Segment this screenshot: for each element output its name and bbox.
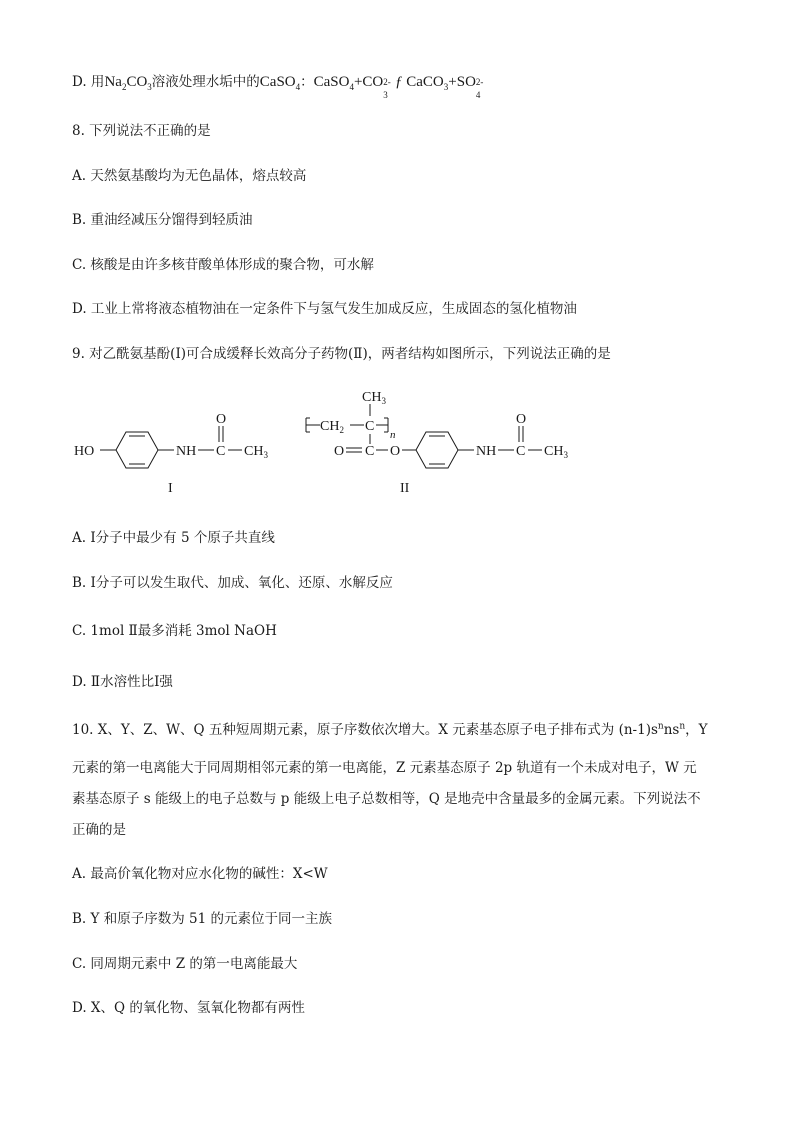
mol2-c3: C	[516, 444, 526, 459]
mol2-o-double: O	[334, 444, 345, 459]
q7d-reagent: $Na_2CO_3$	[104, 74, 152, 92]
q8-option-a: A. 天然氨基酸均为无色晶体，熔点较高	[72, 168, 307, 184]
mol2-c2: C	[365, 444, 375, 459]
q10-option-d: D. X、Q 的氧化物、氢氧化物都有两性	[72, 1000, 305, 1016]
q8-stem: 8. 下列说法不正确的是	[72, 123, 211, 139]
q9-structures-svg	[70, 380, 590, 500]
molecule-ii	[306, 390, 568, 496]
q7d-middle: 溶液处理水垢中的	[151, 74, 260, 90]
q10-stem-line2: 元素的第一电离能大于同周期相邻元素的第一电离能，Z 元素基态原子 2p 轨道有一个未成对电子，W 元	[72, 760, 697, 776]
mol1-ch3: $CH_3$	[244, 444, 268, 460]
q7d-target: CaSO$_4$	[259, 74, 301, 92]
mol1-o: O	[216, 412, 227, 427]
q9-stem: 9. 对乙酰氨基酚(Ⅰ)可合成缓释长效高分子药物(Ⅱ)，两者结构如图所示，下列说法正确的是	[72, 346, 611, 362]
mol2-ch3-top: $CH_3$	[362, 390, 386, 406]
mol2-benzene-ring	[416, 432, 458, 468]
mol2-n: n	[390, 429, 396, 441]
mol1-benzene-ring	[116, 432, 158, 468]
q10-option-c: C. 同周期元素中 Z 的第一电离能最大	[72, 956, 298, 972]
q10-stem-line4: 正确的是	[72, 822, 126, 838]
mol2-ch3: $CH_3$	[544, 444, 568, 460]
molecule-i	[74, 412, 268, 496]
q7d-equation: CaSO$_4$+CO 2- 3 ƒ CaCO$_3$+SO 2- 4	[313, 74, 484, 100]
q10-option-b: B. Y 和原子序数为 51 的元素位于同一主族	[72, 911, 332, 927]
q9-structure-figure	[70, 380, 590, 500]
q10-stem-line1: 10. X、Y、Z、W、Q 五种短周期元素，原子序数依次增大。X 元素基态原子电子排布式为 $(n-1)s^nns^n$，Y	[72, 721, 708, 738]
q10-option-a: A. 最高价氧化物对应水化物的碱性：X<W	[72, 866, 328, 882]
q7d-colon: ：	[300, 74, 314, 90]
q8-option-d: D. 工业上常将液态植物油在一定条件下与氢气发生加成反应，生成固态的氢化植物油	[72, 301, 577, 317]
q9-option-a: A. Ⅰ分子中最少有 5 个原子共直线	[72, 530, 275, 546]
mol1-c: C	[216, 444, 226, 459]
q10-stem-line3: 素基态原子 s 能级上的电子总数与 p 能级上电子总数相等，Q 是地壳中含量最多的金属元素。下列说法不	[72, 791, 701, 807]
mol2-c: C	[365, 419, 375, 434]
mol2-ch2: $CH_2$	[320, 419, 344, 435]
mol2-o-top: O	[516, 412, 527, 427]
q9-option-b: B. Ⅰ分子可以发生取代、加成、氧化、还原、水解反应	[72, 575, 393, 591]
q8-option-b: B. 重油经减压分馏得到轻质油	[72, 212, 253, 228]
q9-option-c: C. 1mol Ⅱ最多消耗 3mol NaOH	[72, 623, 277, 639]
mol1-label: I	[168, 481, 173, 496]
q7-option-d	[72, 72, 484, 100]
mol2-nh: NH	[476, 444, 497, 459]
mol1-ho: HO	[74, 444, 95, 459]
q7d-prefix: D. 用	[72, 74, 105, 90]
q8-option-c: C. 核酸是由许多核苷酸单体形成的聚合物，可水解	[72, 257, 374, 273]
mol2-o-ester: O	[390, 444, 401, 459]
mol1-nh: NH	[176, 444, 197, 459]
q9-option-d: D. Ⅱ水溶性比Ⅰ强	[72, 674, 173, 690]
mol2-label: II	[400, 481, 410, 496]
